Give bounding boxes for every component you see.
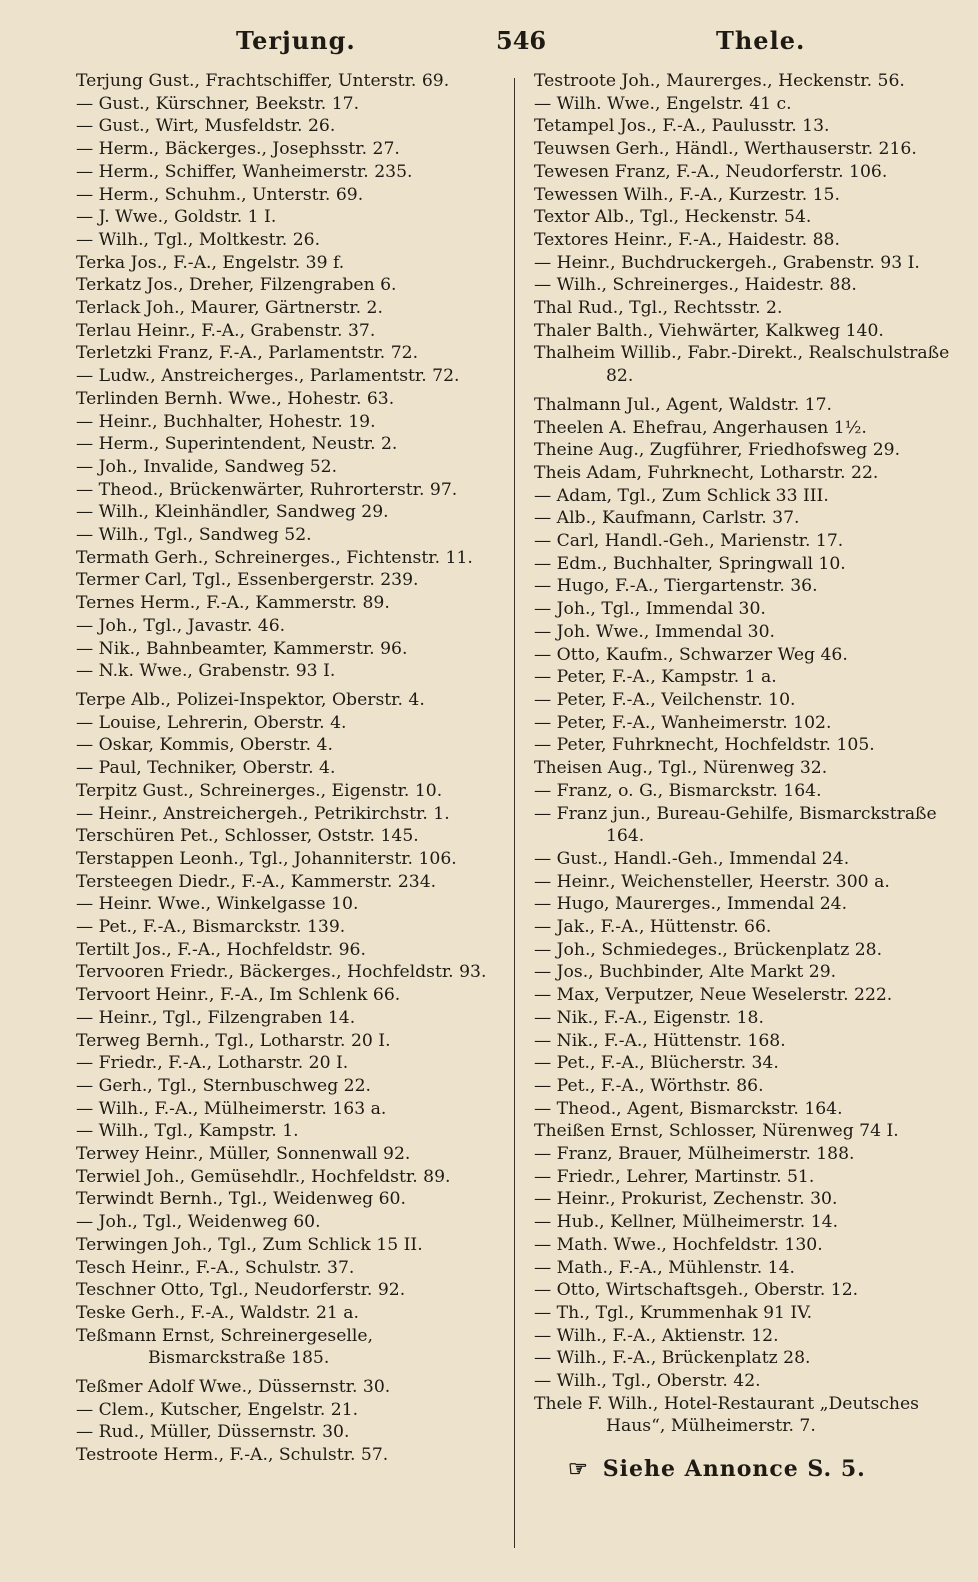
directory-entry: — Jos., Buchbinder, Alte Markt 29. bbox=[534, 962, 837, 983]
directory-entry: — Friedr., F.-A., Lotharstr. 20 I. bbox=[76, 1053, 349, 1074]
directory-entry: — Pet., F.-A., Bismarckstr. 139. bbox=[76, 917, 346, 938]
directory-entry: Terpe Alb., Polizei-Inspektor, Oberstr. 4. bbox=[76, 689, 425, 710]
directory-entry: — Rud., Müller, Düssernstr. 30. bbox=[76, 1422, 350, 1443]
directory-entry: Terkatz Jos., Dreher, Filzengraben 6. bbox=[76, 275, 397, 296]
directory-entry: Terlinden Bernh. Wwe., Hohestr. 63. bbox=[76, 388, 395, 409]
directory-entry: — Franz jun., Bureau-Gehilfe, Bismarckstraße 164. bbox=[534, 803, 937, 847]
directory-entry: Teuwsen Gerh., Händl., Werthauserstr. 216. bbox=[534, 139, 917, 160]
advertisement-reference-text: Siehe Annonce S. 5. bbox=[602, 1456, 866, 1483]
directory-entry: Testroote Joh., Maurerges., Heckenstr. 56. bbox=[534, 71, 905, 91]
directory-entry: — Wilh., F.-A., Mülheimerstr. 163 a. bbox=[76, 1098, 387, 1119]
directory-entry: — Peter, F.-A., Veilchenstr. 10. bbox=[534, 689, 796, 710]
directory-entry: Tertilt Jos., F.-A., Hochfeldstr. 96. bbox=[76, 939, 366, 960]
directory-entry: — Otto, Kaufm., Schwarzer Weg 46. bbox=[534, 644, 848, 665]
directory-entry: — Adam, Tgl., Zum Schlick 33 III. bbox=[534, 485, 829, 506]
directory-entry: — Heinr. Wwe., Winkelgasse 10. bbox=[76, 894, 359, 915]
directory-entry: — Heinr., Prokurist, Zechenstr. 30. bbox=[534, 1189, 838, 1210]
directory-entry: — Wilh., Tgl., Kampstr. 1. bbox=[76, 1121, 299, 1142]
directory-entry: — Math., F.-A., Mühlenstr. 14. bbox=[534, 1257, 795, 1278]
page-header bbox=[0, 26, 978, 66]
directory-entry: Thaler Balth., Viehwärter, Kalkweg 140. bbox=[534, 320, 884, 341]
directory-entry: — Joh., Tgl., Javastr. 46. bbox=[76, 615, 286, 636]
header-right-keyword: Thele. bbox=[716, 26, 806, 55]
directory-entry: Terwingen Joh., Tgl., Zum Schlick 15 II. bbox=[76, 1234, 423, 1255]
directory-entry: — Theod., Brückenwärter, Ruhrorterstr. 97. bbox=[76, 479, 458, 500]
directory-entry: — Peter, F.-A., Kampstr. 1 a. bbox=[534, 667, 777, 688]
directory-entry: Thalheim Willib., Fabr.-Direkt., Realschulstraße 82. bbox=[534, 343, 950, 387]
directory-entry: — Hugo, F.-A., Tiergartenstr. 36. bbox=[534, 576, 818, 597]
directory-entry: — J. Wwe., Goldstr. 1 I. bbox=[76, 207, 277, 228]
directory-entry: Terwiel Joh., Gemüsehdlr., Hochfeldstr. 89. bbox=[76, 1166, 451, 1187]
directory-entry: — Hugo, Maurerges., Immendal 24. bbox=[534, 894, 848, 915]
directory-entry: — Wilh., Tgl., Oberstr. 42. bbox=[534, 1371, 761, 1392]
directory-entry: Tervooren Friedr., Bäckerges., Hochfeldstr. 93. bbox=[76, 962, 487, 983]
directory-entry: Thal Rud., Tgl., Rechtsstr. 2. bbox=[534, 298, 783, 319]
directory-entry: — Joh., Schmiedeges., Brückenplatz 28. bbox=[534, 939, 883, 960]
directory-entry: Testroote Herm., F.-A., Schulstr. 57. bbox=[76, 1445, 389, 1466]
directory-entry: — Gust., Wirt, Musfeldstr. 26. bbox=[76, 116, 336, 137]
directory-entry: Thalmann Jul., Agent, Waldstr. 17. bbox=[534, 394, 832, 415]
directory-entry: — Heinr., Tgl., Filzengraben 14. bbox=[76, 1007, 356, 1028]
directory-entry: — Gerh., Tgl., Sternbuschweg 22. bbox=[76, 1075, 371, 1096]
directory-entry: — Hub., Kellner, Mülheimerstr. 14. bbox=[534, 1212, 839, 1233]
directory-entry: Tersteegen Diedr., F.-A., Kammerstr. 234. bbox=[76, 871, 437, 892]
directory-entry: — Wilh., F.-A., Aktienstr. 12. bbox=[534, 1325, 779, 1346]
column-divider bbox=[514, 78, 515, 1548]
header-left-keyword: Terjung. bbox=[236, 26, 356, 55]
directory-entry: Theisen Aug., Tgl., Nürenweg 32. bbox=[534, 758, 828, 779]
directory-entry: — Wilh., Tgl., Moltkestr. 26. bbox=[76, 229, 321, 250]
directory-entry: Textor Alb., Tgl., Heckenstr. 54. bbox=[534, 207, 812, 228]
directory-entry: — Jak., F.-A., Hüttenstr. 66. bbox=[534, 917, 772, 938]
directory-entry: — Nik., F.-A., Hüttenstr. 168. bbox=[534, 1030, 786, 1051]
directory-entry: — Oskar, Kommis, Oberstr. 4. bbox=[76, 735, 333, 756]
directory-entry: Termer Carl, Tgl., Essenbergerstr. 239. bbox=[76, 570, 419, 591]
directory-entry: Terwey Heinr., Müller, Sonnenwall 92. bbox=[76, 1144, 411, 1165]
directory-entry: — Joh., Tgl., Weidenweg 60. bbox=[76, 1212, 321, 1233]
directory-entry: Terka Jos., F.-A., Engelstr. 39 f. bbox=[76, 252, 345, 273]
directory-entry: — Paul, Techniker, Oberstr. 4. bbox=[76, 758, 336, 779]
directory-entry: — Pet., F.-A., Wörthstr. 86. bbox=[534, 1075, 764, 1096]
directory-entry: — Friedr., Lehrer, Martinstr. 51. bbox=[534, 1166, 815, 1187]
directory-entry: — Nik., Bahnbeamter, Kammerstr. 96. bbox=[76, 638, 408, 659]
left-column bbox=[76, 70, 501, 1467]
directory-entry: Terschüren Pet., Schlosser, Oststr. 145. bbox=[76, 826, 419, 847]
directory-entry: Tesch Heinr., F.-A., Schulstr. 37. bbox=[76, 1257, 355, 1278]
page-number: 546 bbox=[496, 26, 547, 55]
directory-entry: — Peter, F.-A., Wanheimerstr. 102. bbox=[534, 712, 832, 733]
directory-entry: — Herm., Schiffer, Wanheimerstr. 235. bbox=[76, 161, 413, 182]
directory-entry: — Gust., Kürschner, Beekstr. 17. bbox=[76, 93, 360, 114]
directory-entry: Terstappen Leonh., Tgl., Johanniterstr. 106. bbox=[76, 848, 457, 869]
directory-entry: — Wilh., Schreinerges., Haidestr. 88. bbox=[534, 275, 857, 296]
directory-entry: Terjung Gust., Frachtschiffer, Unterstr. 69. bbox=[76, 71, 450, 91]
directory-entry: — Franz, Brauer, Mülheimerstr. 188. bbox=[534, 1144, 855, 1165]
directory-entry: Theißen Ernst, Schlosser, Nürenweg 74 I. bbox=[534, 1121, 899, 1142]
right-column bbox=[534, 70, 959, 1482]
directory-entry: Teske Gerh., F.-A., Waldstr. 21 a. bbox=[76, 1302, 360, 1323]
directory-entry: — Alb., Kaufmann, Carlstr. 37. bbox=[534, 508, 800, 529]
directory-entry: — Gust., Handl.-Geh., Immendal 24. bbox=[534, 848, 850, 869]
directory-entry: Terlau Heinr., F.-A., Grabenstr. 37. bbox=[76, 320, 376, 341]
directory-entry: Teßmer Adolf Wwe., Düssernstr. 30. bbox=[76, 1377, 391, 1398]
directory-entry: — Heinr., Buchdruckergeh., Grabenstr. 93 I. bbox=[534, 252, 920, 273]
advertisement-reference bbox=[534, 1456, 959, 1482]
directory-entry: — Joh., Invalide, Sandweg 52. bbox=[76, 456, 338, 477]
directory-entry: Textores Heinr., F.-A., Haidestr. 88. bbox=[534, 229, 840, 250]
directory-entry: Tetampel Jos., F.-A., Paulusstr. 13. bbox=[534, 116, 830, 137]
directory-entry: — Wilh., F.-A., Brückenplatz 28. bbox=[534, 1348, 811, 1369]
pointing-hand-icon: ☞ bbox=[568, 1456, 589, 1483]
directory-entry: Terlack Joh., Maurer, Gärtnerstr. 2. bbox=[76, 298, 383, 319]
directory-entry: Terpitz Gust., Schreinerges., Eigenstr. 10. bbox=[76, 780, 443, 801]
directory-entry: Ternes Herm., F.-A., Kammerstr. 89. bbox=[76, 593, 390, 614]
directory-entry: — Theod., Agent, Bismarckstr. 164. bbox=[534, 1098, 843, 1119]
directory-entry: Theine Aug., Zugführer, Friedhofsweg 29. bbox=[534, 440, 901, 461]
directory-entry: — Edm., Buchhalter, Springwall 10. bbox=[534, 553, 846, 574]
directory-entry: — Herm., Schuhm., Unterstr. 69. bbox=[76, 184, 364, 205]
directory-entry: Theis Adam, Fuhrknecht, Lotharstr. 22. bbox=[534, 462, 879, 483]
directory-entry: — N.k. Wwe., Grabenstr. 93 I. bbox=[76, 661, 336, 682]
directory-entry: — Herm., Bäckerges., Josephsstr. 27. bbox=[76, 139, 400, 160]
directory-entry: Theelen A. Ehefrau, Angerhausen 1½. bbox=[534, 417, 867, 438]
directory-entry: Terweg Bernh., Tgl., Lotharstr. 20 I. bbox=[76, 1030, 391, 1051]
directory-entry: — Otto, Wirtschaftsgeh., Oberstr. 12. bbox=[534, 1280, 859, 1301]
directory-entry: Tewessen Wilh., F.-A., Kurzestr. 15. bbox=[534, 184, 840, 205]
directory-entry: — Franz, o. G., Bismarckstr. 164. bbox=[534, 780, 822, 801]
directory-entry: — Joh., Tgl., Immendal 30. bbox=[534, 599, 766, 620]
directory-entry: — Wilh., Tgl., Sandweg 52. bbox=[76, 525, 312, 546]
directory-entry: — Louise, Lehrerin, Oberstr. 4. bbox=[76, 712, 347, 733]
directory-entry: — Herm., Superintendent, Neustr. 2. bbox=[76, 434, 398, 455]
directory-entry: Thele F. Wilh., Hotel-Restaurant „Deutsches Haus“, Mülheimerstr. 7. bbox=[534, 1393, 919, 1437]
directory-entry: Tewesen Franz, F.-A., Neudorferstr. 106. bbox=[534, 161, 888, 182]
directory-entry: — Ludw., Anstreicherges., Parlamentstr. 72. bbox=[76, 366, 460, 387]
directory-entry: — Carl, Handl.-Geh., Marienstr. 17. bbox=[534, 531, 844, 552]
directory-entry: Teßmann Ernst, Schreinergeselle, Bismarckstraße 185. bbox=[76, 1325, 374, 1369]
directory-entry: — Joh. Wwe., Immendal 30. bbox=[534, 621, 775, 642]
directory-entry: — Math. Wwe., Hochfeldstr. 130. bbox=[534, 1234, 823, 1255]
directory-entry: — Wilh. Wwe., Engelstr. 41 c. bbox=[534, 93, 792, 114]
directory-entry: — Max, Verputzer, Neue Weselerstr. 222. bbox=[534, 985, 893, 1006]
directory-entry: Termath Gerh., Schreinerges., Fichtenstr. 11. bbox=[76, 547, 473, 568]
directory-entry: Terletzki Franz, F.-A., Parlamentstr. 72. bbox=[76, 343, 419, 364]
directory-entry: — Wilh., Kleinhändler, Sandweg 29. bbox=[76, 502, 389, 523]
directory-entry: — Heinr., Anstreichergeh., Petrikirchstr. 1. bbox=[76, 803, 450, 824]
directory-entry: Tervoort Heinr., F.-A., Im Schlenk 66. bbox=[76, 985, 401, 1006]
directory-entry: — Heinr., Weichensteller, Heerstr. 300 a. bbox=[534, 871, 890, 892]
directory-entry: — Clem., Kutscher, Engelstr. 21. bbox=[76, 1399, 359, 1420]
directory-entry: — Peter, Fuhrknecht, Hochfeldstr. 105. bbox=[534, 735, 875, 756]
directory-entry: — Pet., F.-A., Blücherstr. 34. bbox=[534, 1053, 779, 1074]
directory-entry: Teschner Otto, Tgl., Neudorferstr. 92. bbox=[76, 1280, 406, 1301]
directory-entry: — Nik., F.-A., Eigenstr. 18. bbox=[534, 1007, 764, 1028]
directory-entry: — Heinr., Buchhalter, Hohestr. 19. bbox=[76, 411, 376, 432]
directory-entry: Terwindt Bernh., Tgl., Weidenweg 60. bbox=[76, 1189, 406, 1210]
directory-entry: — Th., Tgl., Krummenhak 91 IV. bbox=[534, 1302, 813, 1323]
